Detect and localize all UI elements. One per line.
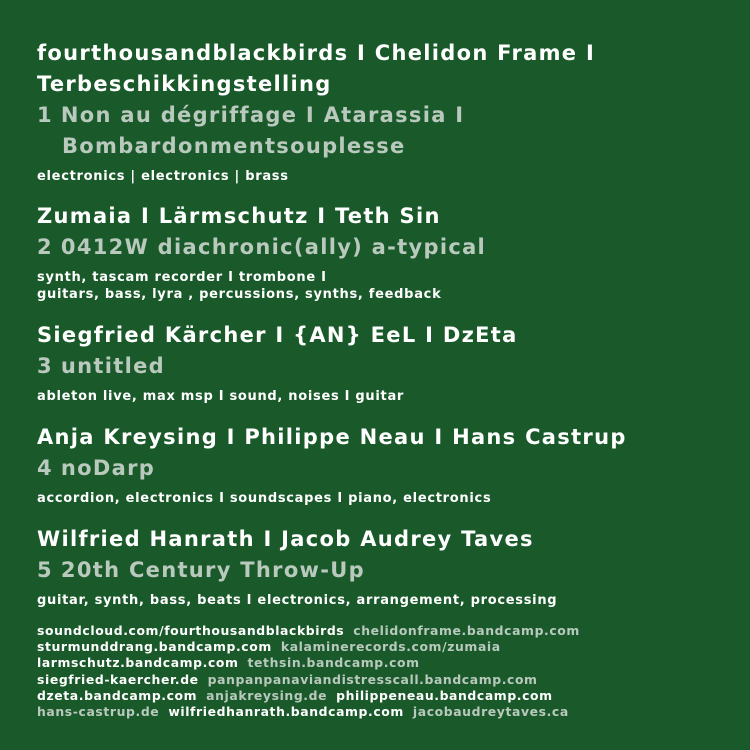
- track-2-title: [37, 232, 717, 263]
- link-philippeneau[interactable]: philippeneau.bandcamp.com: [336, 687, 553, 703]
- track-1-title-line-2: Bombardonmentsouplesse: [62, 134, 406, 158]
- link-larmschutz[interactable]: larmschutz.bandcamp.com: [37, 655, 239, 671]
- track-4-title-text: noDarp: [60, 456, 156, 480]
- track-2-instruments-line-1: synth, tascam recorder I trombone I: [37, 270, 327, 285]
- track-3-title: [37, 351, 717, 382]
- track-5-number: 5: [37, 558, 53, 582]
- track-1-number: 1: [37, 103, 53, 127]
- track-3: [37, 320, 717, 405]
- track-2-instruments-line-2: guitars, bass, lyra , percussions, synths, feedback: [37, 287, 442, 302]
- link-siegfried-kaercher[interactable]: siegfried-kaercher.de: [37, 671, 199, 687]
- track-5-title-text: 20th Century Throw-Up: [60, 558, 365, 582]
- track-2: [37, 201, 717, 303]
- track-3-instruments: ableton live, max msp I sound, noises I guitar: [37, 389, 405, 404]
- track-1-artists-line-2: Terbeschikkingstelling: [37, 72, 332, 96]
- links-row: [37, 672, 717, 688]
- track-4-artists: Anja Kreysing I Philippe Neau I Hans Castrup: [37, 425, 627, 449]
- link-soundcloud-fourthousandblackbirds[interactable]: soundcloud.com/fourthousandblackbirds: [37, 623, 345, 638]
- link-sturmunddrang[interactable]: sturmunddrang.bandcamp.com: [37, 639, 272, 655]
- track-5-instruments: guitar, synth, bass, beats I electronics, arrangement, processing: [37, 593, 558, 608]
- links-row: [37, 639, 717, 655]
- track-3-title-text: untitled: [60, 354, 165, 378]
- track-3-artists: Siegfried Kärcher I {AN} EeL I DzEta: [37, 323, 518, 347]
- links-row: [37, 655, 717, 671]
- track-5: [37, 524, 717, 609]
- track-2-title-text: 0412W diachronic(ally) a-typical: [60, 235, 487, 259]
- link-jacobaudreytaves[interactable]: jacobaudreytaves.ca: [412, 704, 569, 720]
- link-panpanpanaviandistresscall[interactable]: panpanpanaviandistresscall.bandcamp.com: [207, 671, 538, 687]
- link-anjakreysing[interactable]: anjakreysing.de: [206, 687, 328, 703]
- track-2-number: 2: [37, 235, 53, 259]
- track-4-title: [37, 453, 717, 484]
- links-row: [37, 704, 717, 720]
- track-1-artists: [37, 38, 717, 100]
- links-row: [37, 623, 717, 639]
- track-1-instruments: electronics | electronics | brass: [37, 169, 289, 184]
- track-4-instruments: accordion, electronics I soundscapes I piano, electronics: [37, 491, 492, 506]
- tracklist: [37, 38, 717, 720]
- track-3-number: 3: [37, 354, 53, 378]
- track-1-title: [37, 100, 717, 162]
- link-hans-castrup[interactable]: hans-castrup.de: [37, 704, 160, 720]
- track-2-instruments: [37, 269, 717, 303]
- track-2-artists: Zumaia I Lärmschutz I Teth Sin: [37, 204, 441, 228]
- track-1-title-line-1: Non au dégriffage I Atarassia I: [60, 103, 465, 127]
- link-dzeta[interactable]: dzeta.bandcamp.com: [37, 687, 198, 703]
- track-4-number: 4: [37, 456, 53, 480]
- track-5-artists: Wilfried Hanrath I Jacob Audrey Taves: [37, 527, 534, 551]
- track-1-artists-line-1: fourthousandblackbirds I Chelidon Frame I: [37, 41, 596, 65]
- link-tethsin[interactable]: tethsin.bandcamp.com: [247, 655, 420, 671]
- link-wilfriedhanrath[interactable]: wilfriedhanrath.bandcamp.com: [168, 704, 404, 720]
- links-block: [37, 623, 717, 720]
- link-chelidonframe[interactable]: chelidonframe.bandcamp.com: [353, 623, 580, 638]
- track-4: [37, 422, 717, 507]
- track-1: [37, 38, 717, 185]
- link-kalaminerecords-zumaia[interactable]: kalaminerecords.com/zumaia: [280, 639, 501, 655]
- track-5-title: [37, 555, 717, 586]
- links-row: [37, 688, 717, 704]
